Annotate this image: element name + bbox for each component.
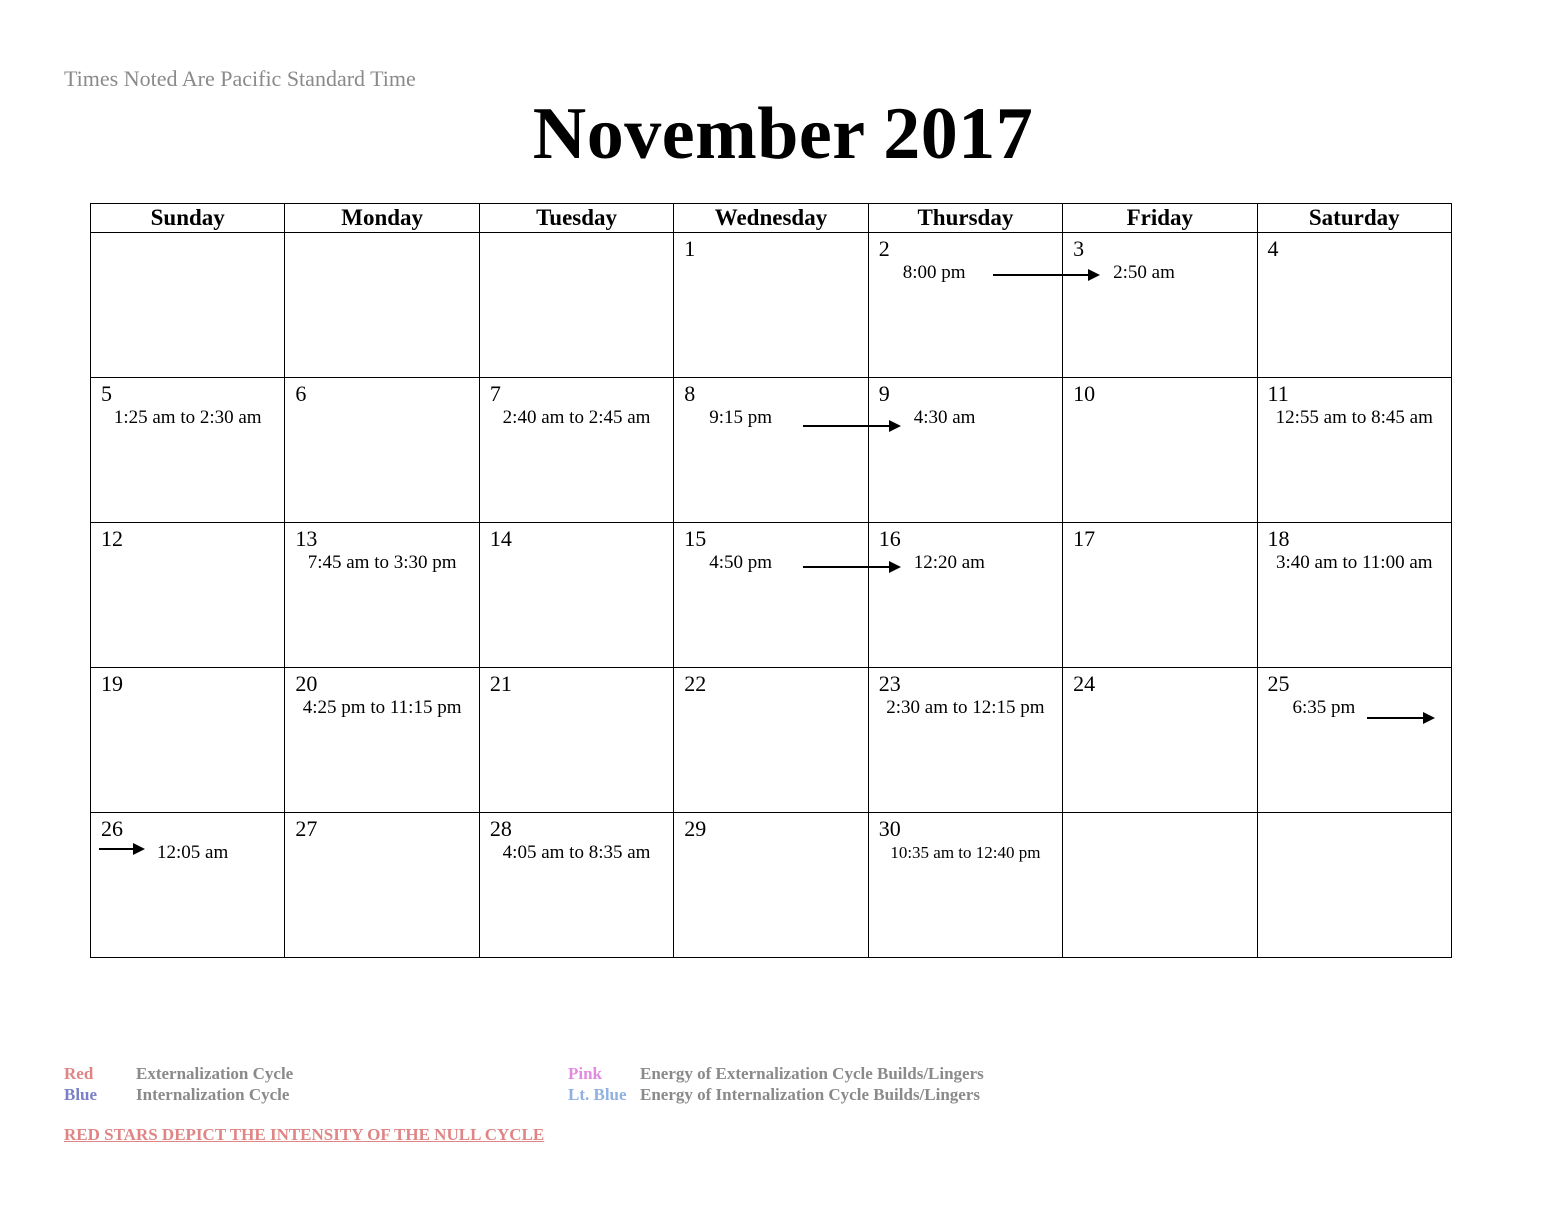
empty-day-cell xyxy=(479,233,673,378)
event-time: 4:05 am to 8:35 am xyxy=(502,842,651,863)
day-cell-22 xyxy=(674,668,868,813)
day-cell-8 xyxy=(674,378,868,523)
empty-day-cell xyxy=(1063,813,1257,958)
day-cell-5 xyxy=(91,378,285,523)
day-number: 11 xyxy=(1267,381,1289,406)
day-number: 1 xyxy=(684,236,696,261)
day-number: 2 xyxy=(878,236,890,261)
weekday-saturday: Saturday xyxy=(1257,204,1451,233)
day-cell-16 xyxy=(868,523,1062,668)
day-cell-4 xyxy=(1257,233,1451,378)
page-title: November 2017 xyxy=(532,93,1034,175)
day-number: 17 xyxy=(1073,526,1096,551)
weekday-tuesday: Tuesday xyxy=(479,204,673,233)
day-number: 5 xyxy=(101,381,112,406)
day-cell-18 xyxy=(1257,523,1451,668)
week-row xyxy=(91,813,1452,958)
empty-day-cell xyxy=(1257,813,1451,958)
legend-ltblue-label: Lt. Blue xyxy=(568,1085,627,1104)
event-time: 9:15 pm xyxy=(709,407,773,428)
day-number: 24 xyxy=(1073,671,1096,696)
day-cell-14 xyxy=(479,523,673,668)
event-time: 7:45 am to 3:30 pm xyxy=(307,552,457,573)
weekday-header-row xyxy=(91,204,1452,233)
day-cell-28 xyxy=(479,813,673,958)
event-time: 4:30 am xyxy=(913,407,976,428)
event-time: 12:55 am to 8:45 am xyxy=(1275,407,1433,428)
day-number: 3 xyxy=(1073,236,1085,261)
legend-pink-desc: Energy of Externalization Cycle Builds/Lingers xyxy=(640,1064,984,1083)
timezone-note: Times Noted Are Pacific Standard Time xyxy=(64,66,416,91)
day-number: 19 xyxy=(101,671,123,696)
day-cell-6 xyxy=(285,378,479,523)
weekday-thursday: Thursday xyxy=(868,204,1062,233)
event-time: 1:25 am to 2:30 am xyxy=(113,407,262,428)
day-number: 22 xyxy=(684,671,707,696)
day-number: 30 xyxy=(878,816,901,841)
weekday-wednesday: Wednesday xyxy=(674,204,868,233)
day-number: 25 xyxy=(1267,671,1290,696)
day-cell-1 xyxy=(674,233,868,378)
day-number: 18 xyxy=(1267,526,1290,551)
day-number: 27 xyxy=(295,816,318,841)
weekday-sunday: Sunday xyxy=(91,204,285,233)
week-row xyxy=(91,668,1452,813)
legend-red-label: Red xyxy=(64,1064,94,1083)
day-cell-19 xyxy=(91,668,285,813)
event-time: 3:40 am to 11:00 am xyxy=(1275,552,1433,573)
day-cell-27 xyxy=(285,813,479,958)
day-cell-7 xyxy=(479,378,673,523)
legend-blue-label: Blue xyxy=(64,1085,98,1104)
day-cell-23 xyxy=(868,668,1062,813)
weekday-monday: Monday xyxy=(285,204,479,233)
day-cell-13 xyxy=(285,523,479,668)
day-number: 8 xyxy=(684,381,696,406)
week-row xyxy=(91,378,1452,523)
empty-day-cell xyxy=(285,233,479,378)
day-number: 10 xyxy=(1073,381,1096,406)
day-cell-29 xyxy=(674,813,868,958)
week-row xyxy=(91,233,1452,378)
legend-pink-label: Pink xyxy=(568,1064,603,1083)
event-time: 8:00 pm xyxy=(902,262,966,283)
day-number: 13 xyxy=(295,526,318,551)
day-cell-24 xyxy=(1063,668,1257,813)
day-cell-15 xyxy=(674,523,868,668)
event-time: 4:50 pm xyxy=(709,552,773,573)
day-number: 29 xyxy=(684,816,707,841)
day-number: 16 xyxy=(878,526,901,551)
calendar-grid xyxy=(90,203,1452,958)
day-number: 20 xyxy=(295,671,318,696)
legend-red-desc: Externalization Cycle xyxy=(136,1064,294,1083)
null-cycle-note: RED STARS DEPICT THE INTENSITY OF THE NULL CYCLE xyxy=(64,1125,545,1144)
event-time: 2:40 am to 2:45 am xyxy=(502,407,651,428)
day-number: 26 xyxy=(101,816,123,841)
day-number: 7 xyxy=(489,381,501,406)
event-time: 6:35 pm xyxy=(1292,697,1356,718)
day-cell-21 xyxy=(479,668,673,813)
week-row xyxy=(91,523,1452,668)
day-number: 23 xyxy=(878,671,901,696)
day-number: 14 xyxy=(489,526,512,551)
day-cell-26 xyxy=(91,813,285,958)
event-time: 4:25 pm to 11:15 pm xyxy=(302,697,462,718)
day-cell-10 xyxy=(1063,378,1257,523)
day-number: 4 xyxy=(1267,236,1279,261)
day-number: 28 xyxy=(489,816,512,841)
day-cell-12 xyxy=(91,523,285,668)
event-time: 12:05 am xyxy=(157,842,229,863)
day-cell-25 xyxy=(1257,668,1451,813)
event-time: 2:50 am xyxy=(1113,262,1175,283)
day-cell-2 xyxy=(868,233,1062,378)
legend-ltblue-desc: Energy of Internalization Cycle Builds/Lingers xyxy=(640,1085,980,1104)
event-time: 10:35 am to 12:40 pm xyxy=(890,843,1041,862)
day-cell-11 xyxy=(1257,378,1451,523)
day-cell-30 xyxy=(868,813,1062,958)
event-time: 12:20 am xyxy=(913,552,985,573)
day-cell-3 xyxy=(1063,233,1257,378)
arrow-right-icon xyxy=(1367,717,1433,719)
day-number: 12 xyxy=(101,526,123,551)
empty-day-cell xyxy=(91,233,285,378)
day-number: 15 xyxy=(684,526,707,551)
weekday-friday: Friday xyxy=(1063,204,1257,233)
day-cell-9 xyxy=(868,378,1062,523)
day-number: 21 xyxy=(489,671,512,696)
legend-blue-desc: Internalization Cycle xyxy=(136,1085,290,1104)
arrow-right-icon xyxy=(99,848,143,850)
day-cell-17 xyxy=(1063,523,1257,668)
day-number: 9 xyxy=(878,381,890,406)
day-number: 6 xyxy=(295,381,307,406)
event-time: 2:30 am to 12:15 pm xyxy=(886,697,1045,718)
day-cell-20 xyxy=(285,668,479,813)
